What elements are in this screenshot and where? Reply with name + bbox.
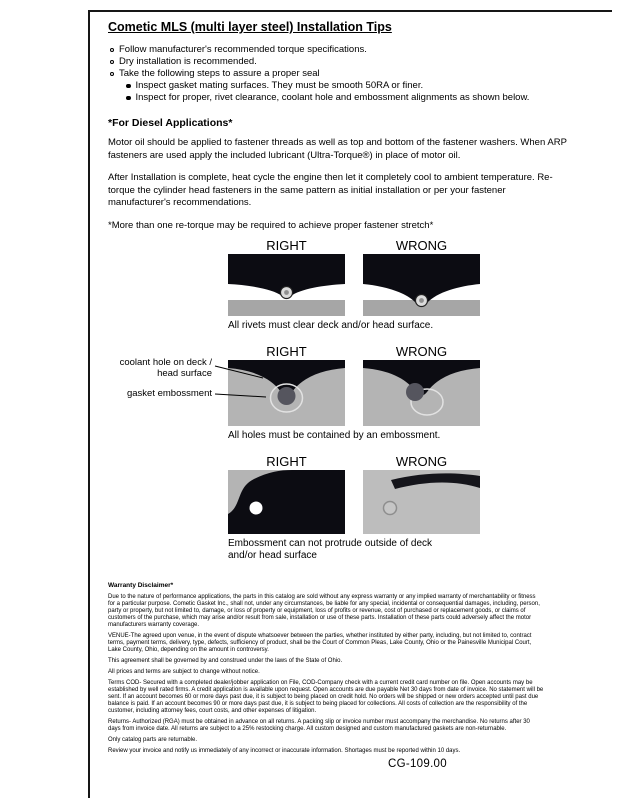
filled-bullet-marker	[126, 84, 131, 89]
rivet-wrong-illustration	[363, 254, 480, 316]
coolant-hole	[278, 387, 296, 405]
tip-item	[108, 44, 600, 56]
holes-wrong-illustration	[363, 360, 480, 426]
tip-item	[108, 68, 600, 80]
diagram-panels	[228, 360, 480, 426]
embossment-caption: Embossment can not protrude outside of deck and/or head surface	[228, 538, 433, 561]
rivet-right-illustration	[228, 254, 345, 316]
warranty-paragraph: VENUE-The agreed upon venue, in the event of dispute whatsoever between the parties, whether instituted by either party, including, but not limited to, contract terms, payment terms, delivery, type, defects, sufficiency of product, shall be the Court of Common Pleas, Lake County, Ohio or the Painesville Municipal Court, Lake County, Ohio, depending on the amount in controversy.	[108, 633, 532, 653]
open-bullet-marker	[110, 60, 114, 64]
embossment-wrong-illustration	[363, 470, 480, 534]
diesel-paragraph-1: Motor oil should be applied to fastener threads as well as top and bottom of the fastener washers. When ARP fasteners are used apply the included lubricant (Ultra-Torque®) in place of motor oil.	[108, 137, 567, 161]
tip-text: Inspect for proper, rivet clearance, coolant hole and embossment alignments as shown below.	[135, 92, 530, 103]
warranty-paragraph: Due to the nature of performance applications, the parts in this catalog are sold without any express warranty or any implied warranty of merchantability or fitness for a particular purpose. Cometic Gasket Inc., shall not, under any circumstances, be liable for any special, incidental or consequential damages, including, person, party or property, but not limited to, damage, or loss of property or equipment, loss of profits or revenue, cost of purchased or replacement goods, or claims of customers of the purchase, which may arise and/or result from sale, installation or use of these parts. Installation of these parts could adversely affect the motor manufacturers warranty coverage.	[108, 594, 540, 628]
warranty-paragraph: Only catalog parts are returnable.	[108, 737, 198, 743]
tip-sub-item	[124, 80, 600, 92]
tip-text: Take the following steps to assure a proper seal	[119, 68, 320, 79]
diesel-applications-heading: *For Diesel Applications*	[108, 117, 233, 129]
retorque-note: *More than one re-torque may be required to achieve proper fastener stretch*	[108, 219, 434, 231]
warranty-paragraph: Returns- Authorized (RGA) must be obtained in advance on all returns. A packing slip or invoice number must accompany the merchandise. No returns after 30 days from invoice date. All returns are subject to a 25% restocking charge. All custom designed and custom manufactured gaskets are non-returnable.	[108, 719, 530, 732]
warranty-heading: Warranty Disclaimer*	[108, 582, 174, 589]
diesel-paragraph-2: After Installation is complete, heat cycle the engine then let it completely cool to ambient temperature. Re-torque the cylinder head fasteners in the same pattern as initial installation or per your fastener manufacturer's recommendations.	[108, 172, 553, 208]
diagram-panels	[228, 254, 480, 316]
tips-list	[108, 44, 600, 104]
warranty-paragraph: Review your invoice and notify us immediately of any incorrect or inaccurate information. Shortages must be reported within 10 days.	[108, 748, 461, 754]
rivet-clearance-diagram	[108, 238, 600, 332]
embossment-protrusion-diagram	[108, 454, 600, 562]
right-label: RIGHT	[266, 344, 307, 359]
embossment-circle	[384, 502, 397, 515]
rivet-caption: All rivets must clear deck and/or head surface.	[228, 320, 434, 331]
page-code: CG-109.00	[388, 758, 447, 770]
diagram-headers	[228, 344, 480, 360]
page-frame	[88, 10, 612, 798]
wrong-label: WRONG	[395, 344, 448, 359]
tip-item	[108, 56, 600, 68]
coolant-hole-diagram	[108, 344, 600, 442]
wrong-label: WRONG	[395, 238, 448, 253]
open-bullet-marker	[110, 48, 114, 52]
tip-text: Inspect gasket mating surfaces. They must be smooth 50RA or finer.	[135, 80, 424, 91]
embossment-circle	[250, 502, 263, 515]
filled-bullet-marker	[126, 96, 131, 101]
right-label: RIGHT	[266, 238, 307, 253]
deck-surface	[228, 300, 345, 316]
warranty-section	[108, 582, 544, 755]
gasket-embossment-callout: gasket embossment	[126, 388, 212, 399]
holes-right-illustration	[228, 360, 345, 426]
diagram-headers	[228, 454, 480, 470]
coolant-hole-callout: coolant hole on deck / head surface	[119, 357, 212, 379]
warranty-paragraph: All prices and terms are subject to change without notice.	[108, 669, 260, 675]
warranty-paragraph: Terms COD- Secured with a completed dealer/jobber application on File, COD-Company check with a current credit card number on file. Open accounts may be established by well rated firms. A credit application is available upon request. Open accounts are due payable Net 30 days from date of invoice. No statement will be sent. If an account becomes 60 or more days past due, it is subject to being placed on credit hold. No orders will be shipped or new orders accepted until past due balance is paid. If an account becomes 90 or more days past due, it is subject to being placed for collections. All costs of collection are the responsibility of the customer, including attorney fees, court costs, and other expenses of litigation.	[108, 680, 544, 714]
diagram-panels	[228, 470, 480, 534]
warranty-paragraph: This agreement shall be governed by and construed under the laws of the State of Ohio.	[108, 658, 343, 664]
right-label: RIGHT	[266, 454, 307, 469]
diagram-headers	[228, 238, 480, 254]
holes-caption: All holes must be contained by an embossment.	[228, 430, 441, 441]
embossment-right-illustration	[228, 470, 345, 534]
tip-sub-item	[124, 92, 600, 104]
page-title: Cometic MLS (multi layer steel) Installation Tips	[108, 20, 392, 34]
open-bullet-marker	[110, 72, 114, 76]
wrong-label: WRONG	[395, 454, 448, 469]
tip-text: Dry installation is recommended.	[119, 56, 257, 67]
tip-text: Follow manufacturer's recommended torque specifications.	[119, 44, 367, 55]
coolant-hole	[406, 383, 424, 401]
